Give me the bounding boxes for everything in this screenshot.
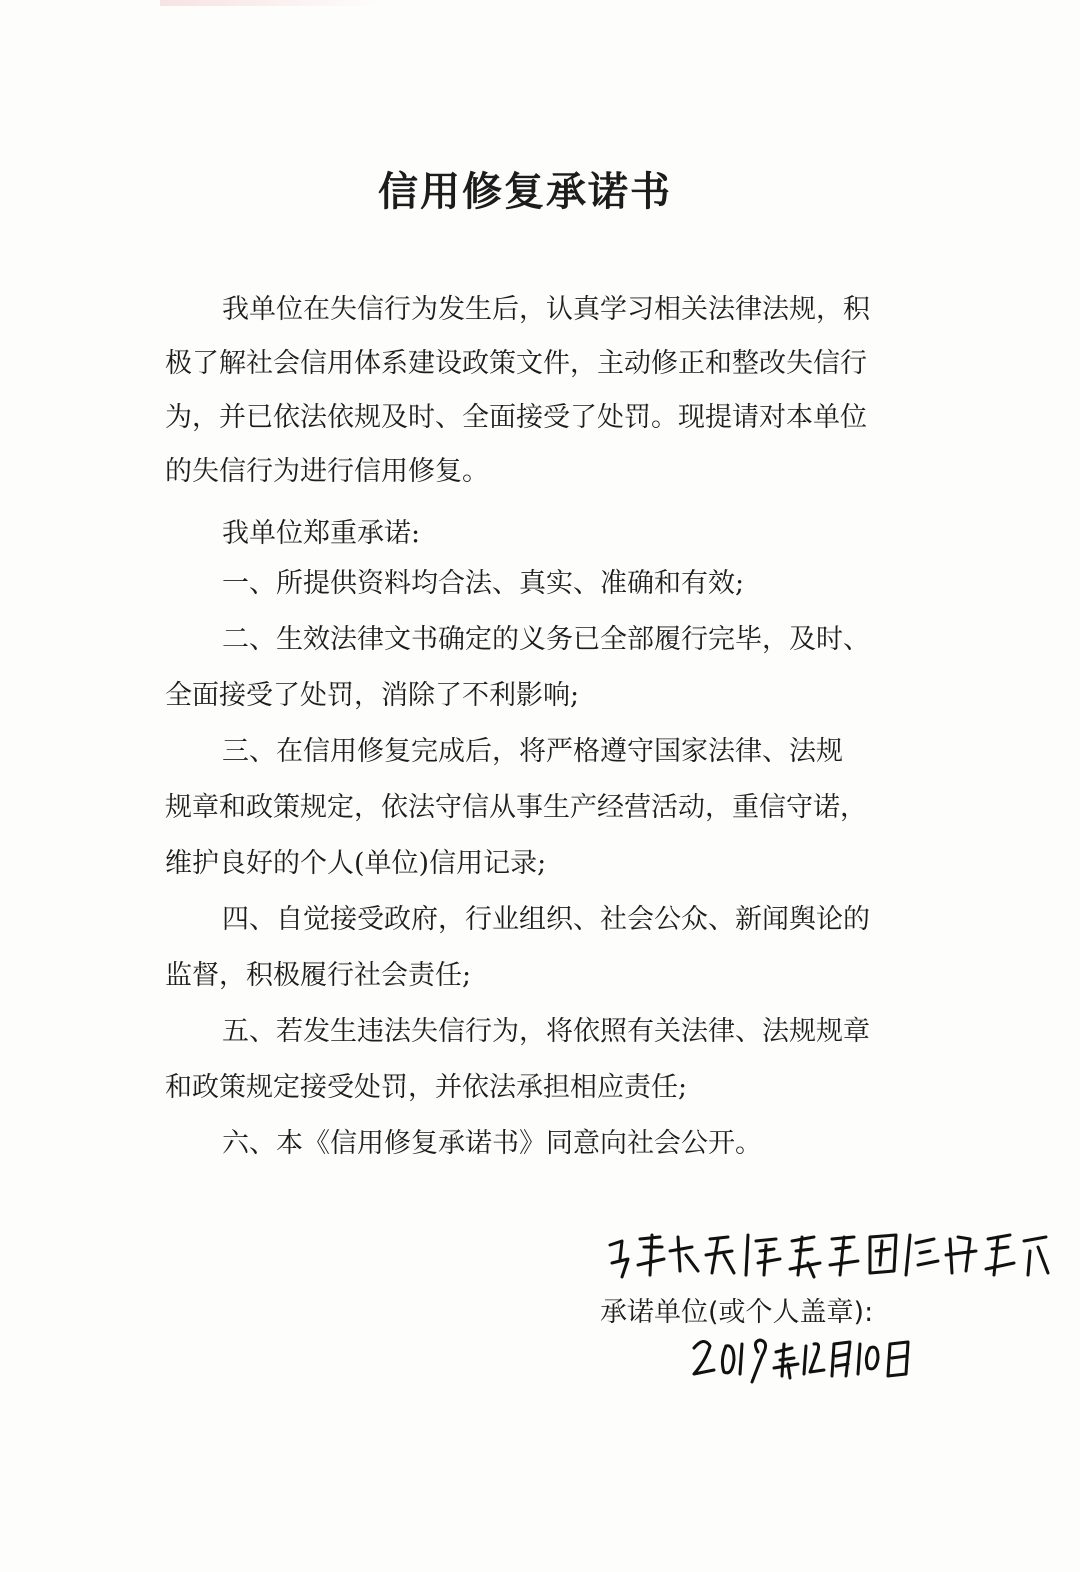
commit-item-5-cont: 和政策规定接受处罚，并依法承担相应责任; (165, 1072, 688, 1103)
commit-item-2: 二、生效法律文书确定的义务已全部履行完毕，及时、 (222, 624, 870, 655)
commit-item-4-cont: 监督，积极履行社会责任; (165, 960, 472, 991)
paragraph-line: 为，并已依法依规及时、全面接受了处罚。现提请对本单位 (165, 402, 867, 433)
paragraph-line: 我单位在失信行为发生后，认真学习相关法律法规，积 (222, 294, 870, 325)
commit-item-2-cont: 全面接受了处罚，消除了不利影响; (165, 680, 580, 711)
document-title: 信用修复承诺书 (378, 169, 672, 215)
commit-item-5: 五、若发生违法失信行为，将依照有关法律、法规规章 (222, 1016, 870, 1047)
commit-item-1: 一、所提供资料均合法、真实、准确和有效; (222, 568, 745, 599)
handwritten-signature (600, 1225, 1070, 1285)
commit-heading: 我单位郑重承诺: (222, 518, 421, 549)
commit-item-6: 六、本《信用修复承诺书》同意向社会公开。 (222, 1128, 762, 1159)
paragraph-line: 的失信行为进行信用修复。 (165, 456, 489, 487)
commit-item-3-cont: 维护良好的个人(单位)信用记录; (165, 848, 547, 879)
commit-item-4: 四、自觉接受政府，行业组织、社会公众、新闻舆论的 (222, 904, 870, 935)
paragraph-line: 极了解社会信用体系建设政策文件，主动修正和整改失信行 (165, 348, 867, 379)
commit-item-3-cont: 规章和政策规定，依法守信从事生产经营活动，重信守诺， (165, 792, 867, 823)
handwritten-date (690, 1330, 920, 1390)
signature-label: 承诺单位(或个人盖章): (600, 1297, 874, 1328)
scan-mark (160, 0, 380, 6)
commit-item-3: 三、在信用修复完成后，将严格遵守国家法律、法规 (222, 736, 843, 767)
